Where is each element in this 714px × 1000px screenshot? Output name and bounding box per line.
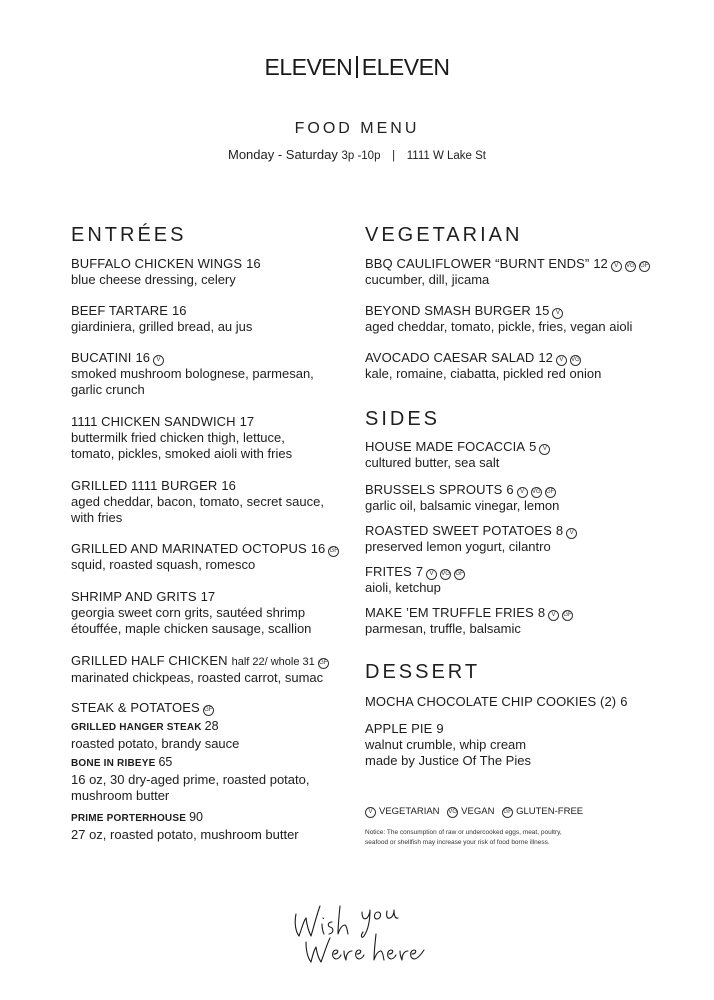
item-desc: roasted potato, brandy sauce <box>71 736 240 751</box>
gluten-free-badge-icon: GF <box>545 487 556 498</box>
vegan-badge-icon: VG <box>625 261 636 272</box>
item-desc: kale, romaine, ciabatta, pickled red onion <box>365 366 602 381</box>
item-name: GRILLED HALF CHICKEN <box>71 653 228 668</box>
item-name: ROASTED SWEET POTATOES <box>365 523 552 538</box>
item-price: 16 <box>310 541 326 556</box>
wish-you-were-here-signature <box>284 892 434 972</box>
item-name: MAKE ’EM TRUFFLE FRIES <box>365 605 534 620</box>
gluten-free-badge-icon: GF <box>203 705 214 716</box>
item-name: MOCHA CHOCOLATE CHIP COOKIES (2) <box>365 694 617 709</box>
item-price: 6 <box>506 482 514 497</box>
item-desc: giardiniera, grilled bread, au jus <box>71 319 253 334</box>
menu-item-steak-potatoes <box>71 700 309 843</box>
item-desc: parmesan, truffle, balsamic <box>365 621 521 636</box>
item-price: 15 <box>534 303 550 318</box>
item-desc: 27 oz, roasted potato, mushroom butter <box>71 827 299 842</box>
item-desc: walnut crumble, whip cream <box>365 737 527 752</box>
item-desc: squid, roasted squash, romesco <box>71 557 256 572</box>
item-name: BUCATINI <box>71 350 132 365</box>
sub-item-price: 90 <box>189 810 203 824</box>
menu-item-bbq-cauliflower <box>365 256 650 288</box>
item-name: BEYOND SMASH BURGER <box>365 303 531 318</box>
legend-vegan: VEGAN <box>461 806 495 817</box>
legend-gluten-free: GLUTEN-FREE <box>516 806 584 817</box>
item-name: AVOCADO CAESAR SALAD <box>365 350 535 365</box>
dietary-legend <box>365 806 588 818</box>
menu-item-half-chicken <box>71 653 329 686</box>
vegetarian-badge-icon: V <box>539 444 550 455</box>
vegetarian-badge-icon: V <box>552 308 563 319</box>
gluten-free-badge-icon: GF <box>328 546 339 557</box>
vegan-badge-icon: VG <box>447 807 458 818</box>
vegetarian-badge-icon: V <box>611 261 622 272</box>
item-desc: with fries <box>71 510 123 525</box>
menu-item-brussels-sprouts <box>365 482 559 514</box>
vegan-badge-icon: VG <box>531 487 542 498</box>
item-price: 16 <box>221 478 236 493</box>
item-desc: étouffée, maple chicken sausage, scallion <box>71 621 312 636</box>
item-desc: blue cheese dressing, celery <box>71 272 236 287</box>
food-safety-notice: Notice: The consumption of raw or undercooked eggs, meat, poultry, seafood or shellfish may increase your risk of food borne illness. <box>365 829 562 846</box>
menu-item-buffalo-wings <box>71 256 261 288</box>
item-name: GRILLED 1111 BURGER <box>71 478 218 493</box>
separator: | <box>392 150 396 162</box>
item-name: FRITES <box>365 564 412 579</box>
item-name: SHRIMP AND GRITS <box>71 589 197 604</box>
menu-item-sweet-potatoes <box>365 523 577 555</box>
item-name: 1111 CHICKEN SANDWICH <box>71 414 236 429</box>
vegetarian-badge-icon: V <box>426 569 437 580</box>
item-price: 8 <box>555 523 564 538</box>
item-name: STEAK & POTATOES <box>71 700 200 715</box>
item-desc: garlic oil, balsamic vinegar, lemon <box>365 498 560 513</box>
vegetarian-badge-icon: V <box>556 355 567 366</box>
item-desc: cultured butter, sea salt <box>365 455 500 470</box>
item-price: 16 <box>246 256 261 271</box>
time: 3p -10p <box>341 150 381 162</box>
item-price: 5 <box>529 439 537 454</box>
logo-right: ELEVEN <box>361 54 450 80</box>
menu-item-burger <box>71 478 324 526</box>
item-name: BBQ CAULIFLOWER “BURNT ENDS” <box>365 256 590 271</box>
menu-item-focaccia <box>365 439 550 471</box>
item-price: 16 <box>135 350 150 365</box>
item-desc: preserved lemon yogurt, cilantro <box>365 539 551 554</box>
item-desc: made by Justice Of The Pies <box>365 753 531 768</box>
menu-item-bucatini <box>71 350 314 398</box>
item-desc: tomato, pickles, smoked aioli with fries <box>71 446 293 461</box>
sub-item-price: 65 <box>158 755 173 769</box>
vegetarian-badge-icon: V <box>548 610 559 621</box>
item-price: 12 <box>593 256 608 271</box>
menu-item-frites <box>365 564 465 596</box>
hours-line <box>0 147 714 162</box>
menu-item-chicken-sandwich <box>71 414 292 462</box>
item-price: 8 <box>537 605 546 620</box>
item-price: 7 <box>415 564 424 579</box>
vegan-badge-icon: VG <box>570 355 581 366</box>
legend-vegetarian: VEGETARIAN <box>379 806 440 817</box>
item-sizes: half 22/ whole 31 <box>231 656 315 668</box>
gluten-free-badge-icon: GF <box>502 807 513 818</box>
sub-item-name: BONE IN RIBEYE <box>71 758 156 769</box>
item-desc: buttermilk fried chicken thigh, lettuce, <box>71 430 285 445</box>
sides-title: SIDES <box>365 408 441 430</box>
item-price: 17 <box>200 589 216 604</box>
logo-left: ELEVEN <box>264 54 353 80</box>
vegetarian-badge-icon: V <box>365 807 376 818</box>
item-desc: aged cheddar, bacon, tomato, secret sauce, <box>71 494 324 509</box>
gluten-free-badge-icon: GF <box>562 610 573 621</box>
entrees-title: ENTRÉES <box>71 224 187 246</box>
menu-item-shrimp-grits <box>71 589 311 637</box>
item-desc: georgia sweet corn grits, sautéed shrimp <box>71 605 306 620</box>
item-desc: marinated chickpeas, roasted carrot, sumac <box>71 670 324 685</box>
item-price: 12 <box>538 350 553 365</box>
menu-item-apple-pie <box>365 721 531 769</box>
sub-item-name: GRILLED HANGER STEAK <box>71 722 202 733</box>
item-name: HOUSE MADE FOCACCIA <box>365 439 526 454</box>
item-price: 17 <box>239 414 255 429</box>
gluten-free-badge-icon: GF <box>639 261 650 272</box>
item-name: APPLE PIE <box>365 721 433 736</box>
item-desc: aged cheddar, tomato, pickle, fries, vegan aioli <box>365 319 633 334</box>
item-desc: mushroom butter <box>71 788 170 803</box>
vegetarian-badge-icon: V <box>566 528 577 539</box>
item-name: GRILLED AND MARINATED OCTOPUS <box>71 541 307 556</box>
item-price: 16 <box>172 303 187 318</box>
address: 1111 W Lake St <box>406 150 486 162</box>
item-desc: 16 oz, 30 dry-aged prime, roasted potato, <box>71 772 310 787</box>
menu-item-octopus <box>71 541 339 573</box>
restaurant-logo <box>0 54 714 81</box>
item-desc: cucumber, dill, jicama <box>365 272 490 287</box>
menu-item-beef-tartare <box>71 303 252 335</box>
menu-item-cookies <box>365 694 627 710</box>
menu-title: FOOD MENU <box>294 120 420 137</box>
sub-item-name: PRIME PORTERHOUSE <box>71 813 187 824</box>
menu-item-truffle-fries <box>365 605 573 637</box>
item-desc: aioli, ketchup <box>365 580 441 595</box>
item-price: 9 <box>436 721 444 736</box>
menu-item-beyond-burger <box>365 303 632 335</box>
vegetarian-badge-icon: V <box>517 487 528 498</box>
vegetarian-title: VEGETARIAN <box>365 224 523 246</box>
days: Monday - Saturday <box>228 147 338 162</box>
gluten-free-badge-icon: GF <box>454 569 465 580</box>
gluten-free-badge-icon: GF <box>318 658 329 669</box>
sub-item-price: 28 <box>204 719 219 733</box>
dessert-title: DESSERT <box>365 661 481 683</box>
item-name: BUFFALO CHICKEN WINGS <box>71 256 243 271</box>
item-desc: smoked mushroom bolognese, parmesan, <box>71 366 314 381</box>
item-desc: garlic crunch <box>71 382 145 397</box>
item-name: BRUSSELS SPROUTS <box>365 482 503 497</box>
logo-divider <box>356 56 358 78</box>
vegan-badge-icon: VG <box>440 569 451 580</box>
vegetarian-badge-icon: V <box>153 355 164 366</box>
menu-item-caesar-salad <box>365 350 601 382</box>
item-price: 6 <box>620 694 628 709</box>
item-name: BEEF TARTARE <box>71 303 169 318</box>
